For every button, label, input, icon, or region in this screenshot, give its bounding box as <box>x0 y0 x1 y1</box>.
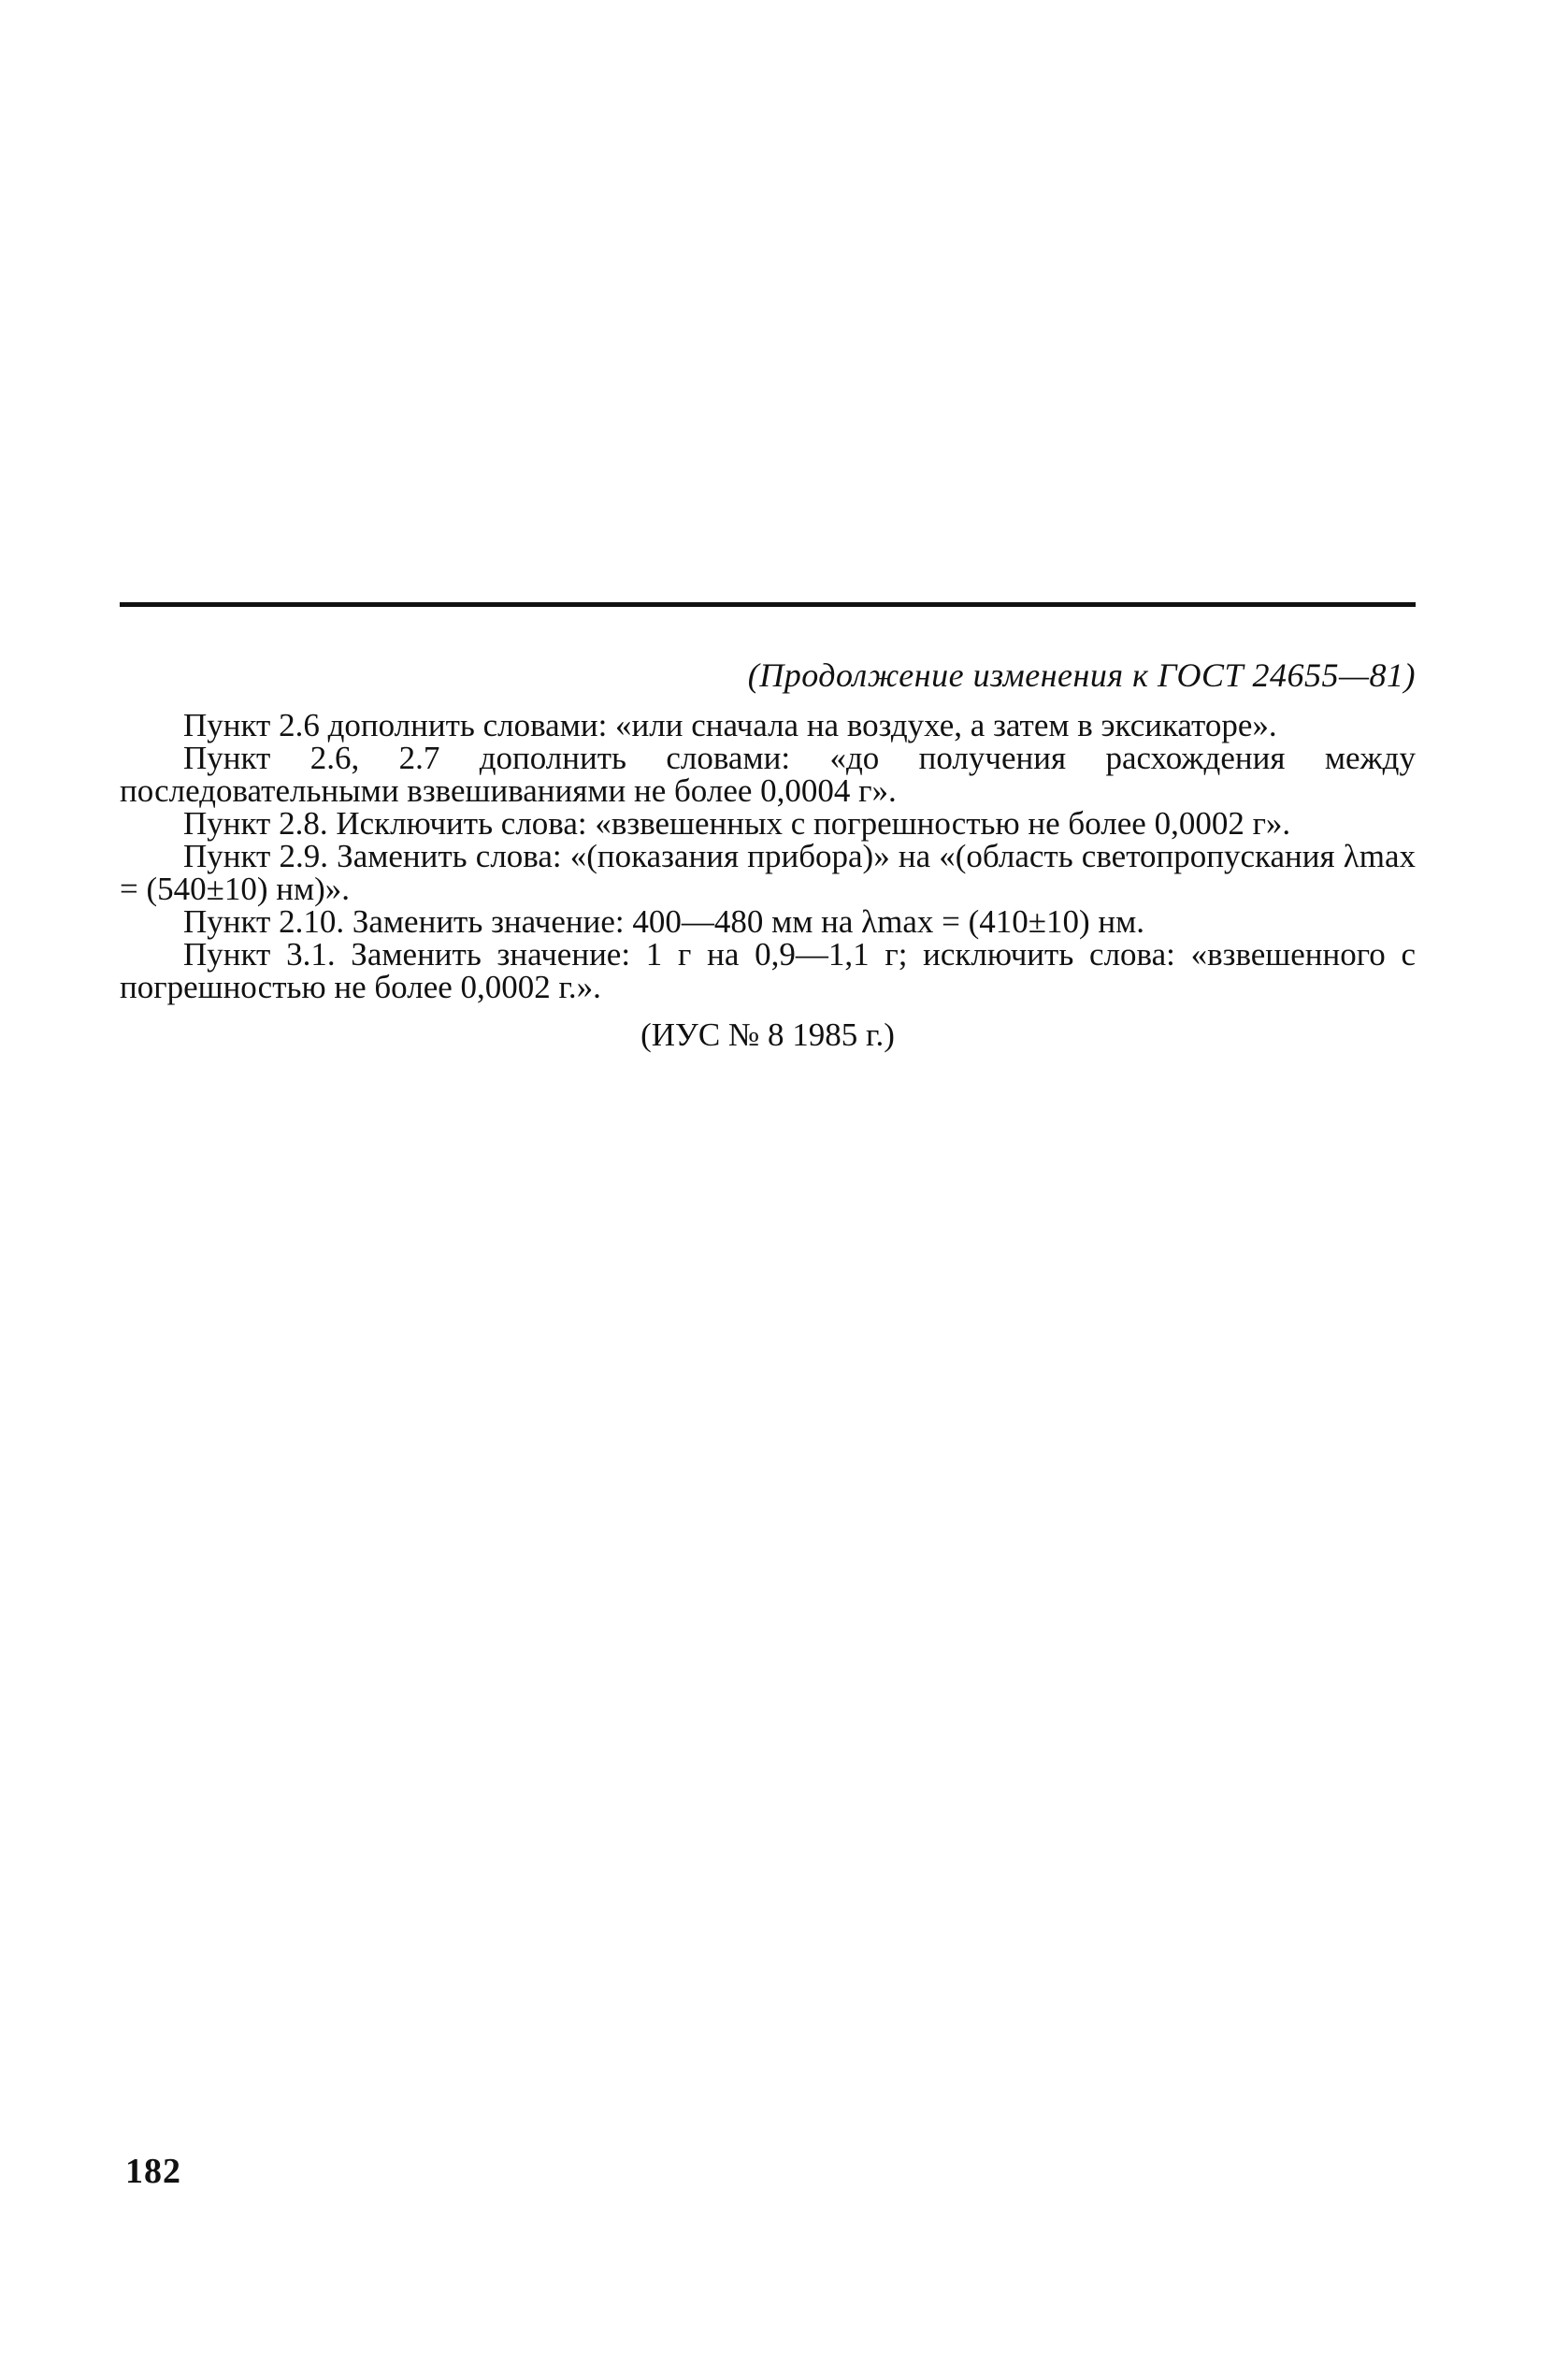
top-horizontal-rule <box>120 602 1416 607</box>
paragraph-item-2-6: Пункт 2.6 дополнить словами: «или сначала на воздухе, а затем в эксикаторе». <box>183 707 1277 743</box>
paragraph-item-2-10: Пункт 2.10. Заменить значение: 400—480 мм на λmax = (410±10) нм. <box>183 903 1145 940</box>
amendment-text <box>120 709 1416 1051</box>
paragraph-item-2-9: Пункт 2.9. Заменить слова: «(показания прибора)» на «(область светопропускания λmax = (540±10) нм)». <box>120 838 1416 907</box>
paragraph-item-3-1: Пункт 3.1. Заменить значение: 1 г на 0,9—1,1 г; исключить слова: «взвешенного с погрешностью не более 0,0002 г.». <box>120 936 1416 1005</box>
paragraph-item-2-6-2-7: Пункт 2.6, 2.7 дополнить словами: «до получения расхождения между последовательными взвешиваниями не более 0,0004 г». <box>120 740 1416 809</box>
page-number: 182 <box>125 2152 181 2191</box>
paragraph-item-2-8: Пункт 2.8. Исключить слова: «взвешенных с погрешностью не более 0,0002 г». <box>183 805 1291 842</box>
source-reference: (ИУС № 8 1985 г.) <box>640 1016 895 1053</box>
continuation-heading: (Продолжение изменения к ГОСТ 24655—81) <box>747 656 1416 694</box>
